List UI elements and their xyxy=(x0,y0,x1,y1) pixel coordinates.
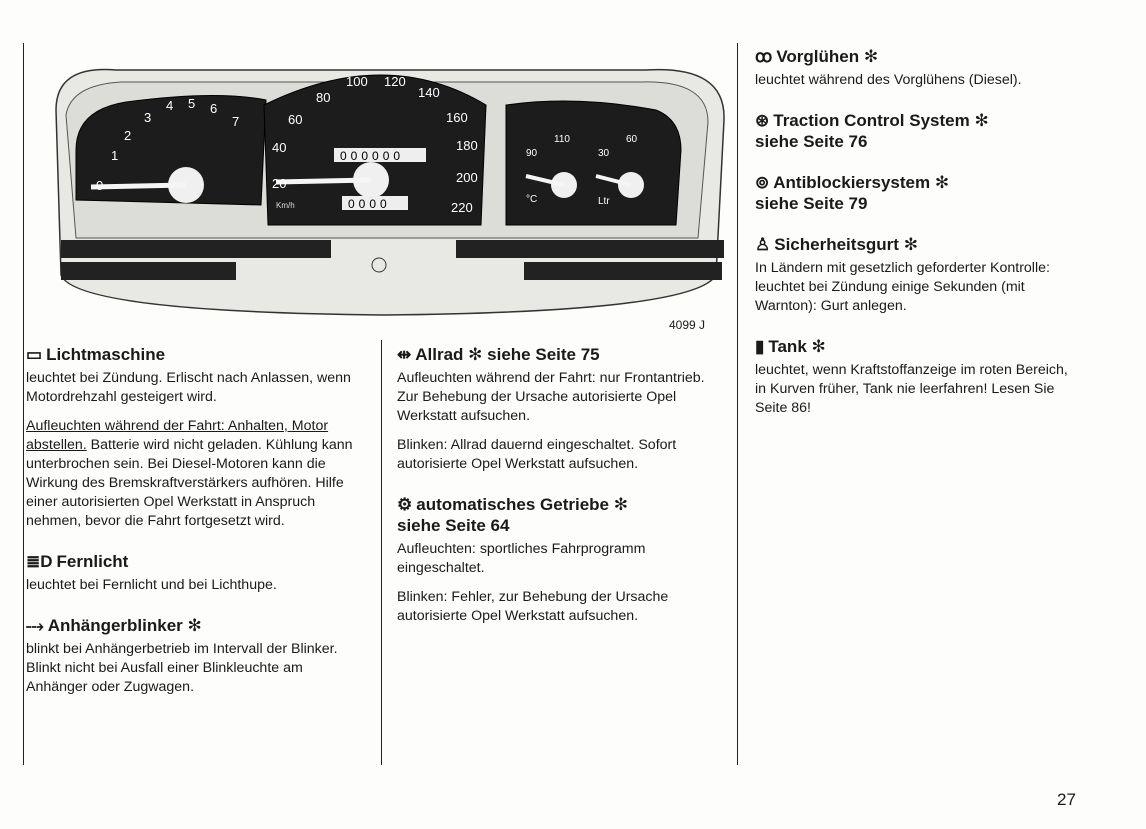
star-icon: ✻ xyxy=(468,345,483,364)
temp-tick-90: 90 xyxy=(526,148,538,159)
vorgluehen-text: leuchtet während des Vorglühens (Diesel). xyxy=(755,72,1022,88)
heading-lichtmaschine: ▭ Lichtmaschine xyxy=(26,345,166,364)
sicherheitsgurt-text: In Ländern mit gesetzlich geforderter Kontrolle: leuchtet bei Zündung einige Sekunden (mit Warnton): Gurt anlegen. xyxy=(755,260,1050,314)
speedo-tick-180: 180 xyxy=(456,138,478,153)
heading-sicherheitsgurt: ♙ Sicherheitsgurt ✻ xyxy=(755,235,918,254)
fuel-pump-icon: ▮ xyxy=(755,337,765,356)
tacho-tick-1: 1 xyxy=(111,148,119,163)
getriebe-text-2: Blinken: Fehler, zur Behebung der Ursache autorisierte Opel Werkstatt aufsuchen. xyxy=(397,589,669,624)
trailer-indicator-icon: ⤏ xyxy=(26,616,44,635)
temp-unit: °C xyxy=(526,194,538,205)
figure-code: 4099 J xyxy=(669,318,706,332)
speedo-tick-20: 20 xyxy=(272,176,287,191)
column-3 xyxy=(755,46,1075,438)
heading-allrad: ⇹ Allrad ✻ siehe Seite 75 xyxy=(397,345,600,364)
section-fernlicht xyxy=(26,551,364,595)
speedo-tick-160: 160 xyxy=(446,110,468,125)
fernlicht-text: leuchtet bei Fernlicht und bei Lichthupe. xyxy=(26,577,277,593)
traction-control-page-ref: siehe Seite 76 xyxy=(755,132,868,151)
fuel-tick-30: 30 xyxy=(598,148,610,159)
trip-value: 0000 xyxy=(348,197,391,211)
tacho-tick-4: 4 xyxy=(166,98,174,113)
allrad-text-2: Blinken: Allrad dauernd eingeschaltet. Sofort autorisierte Opel Werkstatt aufsuchen. xyxy=(397,437,677,472)
lichtmaschine-text-1: leuchtet bei Zündung. Erlischt nach Anlassen, wenn Motordrehzahl gesteigert wird. xyxy=(26,370,351,405)
left-margin-rule xyxy=(23,43,24,765)
section-lichtmaschine xyxy=(26,344,364,531)
allrad-icon: ⇹ xyxy=(397,345,412,364)
temp-fuel-gauges xyxy=(506,101,681,225)
star-icon: ✻ xyxy=(187,616,202,635)
heading-anhaengerblinker: ⤏ Anhängerblinker ✻ xyxy=(26,616,202,635)
fuel-unit: Ltr xyxy=(598,196,610,207)
heading-traction-control: ⊛ Traction Control System ✻ xyxy=(755,111,989,130)
tacho-tick-7: 7 xyxy=(232,114,240,129)
speedo-tick-80: 80 xyxy=(316,90,331,105)
speedo-tick-140: 140 xyxy=(418,85,440,100)
instrument-cluster-figure xyxy=(36,50,736,325)
getriebe-page-ref: siehe Seite 64 xyxy=(397,516,510,535)
speedo-tick-220: 220 xyxy=(451,200,473,215)
speedo-tick-40: 40 xyxy=(272,140,287,155)
glow-plug-icon: ꝏ xyxy=(755,47,773,66)
speedometer xyxy=(264,74,486,225)
section-vorgluehen xyxy=(755,46,1075,90)
star-icon: ✻ xyxy=(863,47,879,66)
tacho-tick-3: 3 xyxy=(144,110,152,125)
column-rule-1 xyxy=(381,340,382,765)
tachometer xyxy=(76,95,266,214)
heading-vorgluehen: ꝏ Vorglühen ✻ xyxy=(755,47,879,66)
speedo-tick-60: 60 xyxy=(288,112,303,127)
star-icon: ✻ xyxy=(974,111,989,130)
gearbox-icon: ⚙ xyxy=(397,495,413,514)
tacho-tick-5: 5 xyxy=(188,96,196,111)
star-icon: ✻ xyxy=(811,337,826,356)
star-icon: ✻ xyxy=(903,235,918,254)
speedo-tick-120: 120 xyxy=(384,74,406,89)
section-allrad xyxy=(397,344,715,474)
section-traction-control xyxy=(755,110,1075,152)
tank-text: leuchtet, wenn Kraftstoffanzeige im roten Bereich, in Kurven früher, Tank nie leerfahren! Lesen Sie Seite 86! xyxy=(755,362,1068,416)
star-icon: ✻ xyxy=(934,173,950,192)
column-rule-2 xyxy=(737,43,738,765)
allrad-text-1: Aufleuchten während der Fahrt: nur Frontantrieb. Zur Behebung der Ursache autorisierte Opel Werkstatt aufsuchen. xyxy=(397,370,705,424)
getriebe-text-1: Aufleuchten: sportliches Fahrprogramm eingeschaltet. xyxy=(397,541,646,576)
highbeam-icon: ≣D xyxy=(26,552,53,571)
section-getriebe xyxy=(397,494,715,626)
column-2 xyxy=(397,344,715,646)
column-1 xyxy=(26,344,364,717)
abs-page-ref: siehe Seite 79 xyxy=(755,194,868,213)
heading-fernlicht: ≣D Fernlicht xyxy=(26,552,129,571)
seatbelt-icon: ♙ xyxy=(755,235,771,254)
speedo-unit: Km/h xyxy=(276,201,295,210)
speedo-tick-100: 100 xyxy=(346,74,368,89)
abs-icon: ⊚ xyxy=(755,173,770,192)
fuel-tick-60: 60 xyxy=(626,134,638,145)
section-anhaengerblinker xyxy=(26,615,364,697)
anhaengerblinker-text: blinkt bei Anhängerbetrieb im Intervall der Blinker. Blinkt nicht bei Ausfall einer Blinkleuchte am Anhänger oder Zugwagen. xyxy=(26,641,338,695)
tacho-unit-label: 1/min x 1000 xyxy=(88,208,117,214)
section-sicherheitsgurt xyxy=(755,234,1075,316)
heading-abs: ⊚ Antiblockiersystem ✻ xyxy=(755,173,950,192)
section-tank xyxy=(755,336,1075,418)
battery-icon: ▭ xyxy=(26,345,43,364)
section-abs xyxy=(755,172,1075,214)
heading-getriebe: ⚙ automatisches Getriebe ✻ xyxy=(397,495,628,514)
tacho-tick-6: 6 xyxy=(210,101,218,116)
page-number: 27 xyxy=(1057,790,1076,809)
tcs-icon: ⊛ xyxy=(755,111,770,130)
speedo-tick-200: 200 xyxy=(456,170,478,185)
star-icon: ✻ xyxy=(613,495,628,514)
tacho-tick-2: 2 xyxy=(124,128,132,143)
tacho-tick-0: 0 xyxy=(96,178,104,193)
temp-tick-110: 110 xyxy=(554,134,570,145)
odometer-value: 000000 xyxy=(340,149,405,163)
heading-tank: ▮ Tank ✻ xyxy=(755,337,826,356)
lichtmaschine-text-2: Aufleuchten während der Fahrt: Anhalten, Motor abstellen. Batterie wird nicht geladen. Kühlung kann unterbrochen sein. Bei Diesel-Motoren kann die Wirkung des Bremskraftverstärkers aufhören. Hilfe einer autorisierten Opel Werkstatt in Anspruch nehmen, bevor die Fahrt fortgesetzt wird. xyxy=(26,418,353,529)
